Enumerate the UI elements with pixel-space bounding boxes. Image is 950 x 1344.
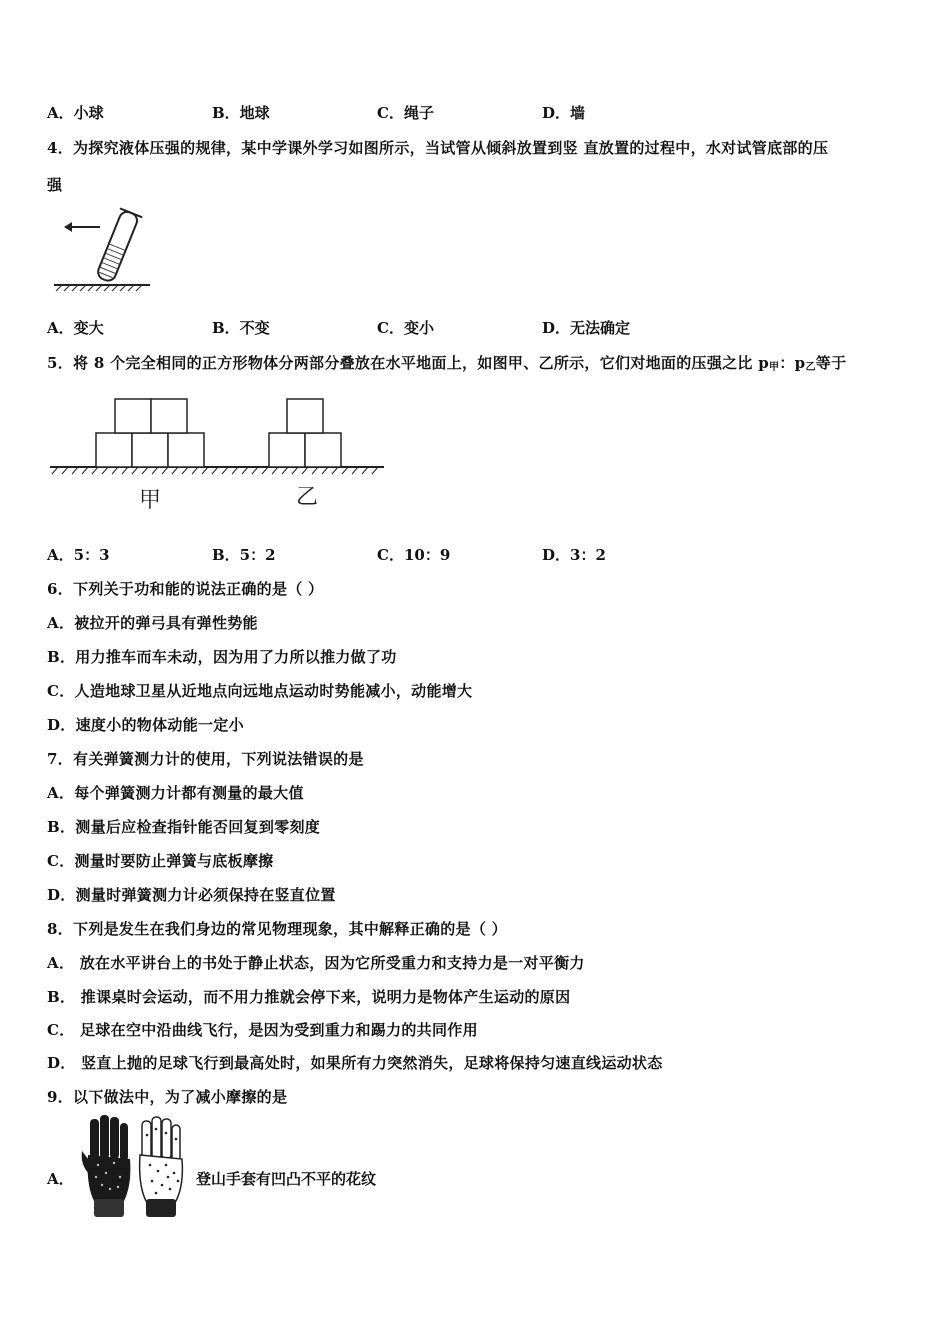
q7-option-d: D．测量时弹簧测力计必须保持在竖直位置 — [47, 886, 336, 904]
q5-sub-jia: 甲 — [769, 362, 780, 373]
q5-stem-text: 5．将 8 个完全相同的正方形物体分两部分叠放在水平地面上，如图甲、乙所示，它们对地面的压强之比 p — [47, 354, 770, 372]
q9-option-a-letter: A． — [47, 1170, 74, 1188]
q7-stem: 7．有关弹簧测力计的使用，下列说法错误的是 — [47, 750, 364, 768]
q4-option-d: D．无法确定 — [542, 319, 631, 337]
q5-stem-suffix: 等于 — [815, 354, 847, 372]
q4-stem-line1: 4．为探究液体压强的规律，某中学课外学习如图所示，当试管从倾斜放置到竖 直放置的过程中，水对试管底部的压 — [47, 139, 829, 157]
q5-option-a: A．5：3 — [47, 546, 110, 564]
blocks-figure — [48, 392, 388, 522]
q8-option-c: C． 足球在空中沿曲线飞行，是因为受到重力和踢力的共同作用 — [47, 1021, 478, 1039]
gloves-image — [80, 1115, 190, 1223]
q7-option-a: A．每个弹簧测力计都有测量的最大值 — [47, 784, 304, 802]
q7-option-c: C．测量时要防止弹簧与底板摩擦 — [47, 852, 274, 870]
q6-option-c: C．人造地球卫星从近地点向远地点运动时势能减小，动能增大 — [47, 682, 473, 700]
q5-stem — [47, 352, 846, 373]
q4-stem-line2: 强 — [47, 176, 63, 194]
q9-stem: 9．以下做法中，为了减小摩擦的是 — [47, 1088, 288, 1106]
test-tube-figure — [50, 205, 160, 297]
q6-stem: 6．下列关于功和能的说法正确的是（ ） — [47, 580, 324, 598]
q3-option-b: B．地球 — [212, 104, 270, 122]
q5-ratio-sep: ：p — [779, 354, 806, 372]
q4-option-c: C．变小 — [377, 319, 434, 337]
q8-option-b: B． 推课桌时会运动，而不用力推就会停下来，说明力是物体产生运动的原因 — [47, 988, 571, 1006]
figure-label-jia: 甲 — [138, 488, 162, 513]
q8-option-a: A． 放在水平讲台上的书处于静止状态，因为它所受重力和支持力是一对平衡力 — [47, 954, 585, 972]
q5-option-c: C．10：9 — [377, 546, 451, 564]
q3-option-c: C．绳子 — [377, 104, 434, 122]
q5-option-d: D．3：2 — [542, 546, 606, 564]
q8-option-d: D． 竖直上抛的足球飞行到最高处时，如果所有力突然消失，足球将保持匀速直线运动状态 — [47, 1054, 663, 1072]
q5-sub-yi: 乙 — [805, 362, 816, 373]
q6-option-a: A．被拉开的弹弓具有弹性势能 — [47, 614, 258, 632]
q4-option-b: B．不变 — [212, 319, 270, 337]
q6-option-d: D．速度小的物体动能一定小 — [47, 716, 244, 734]
q7-option-b: B．测量后应检查指针能否回复到零刻度 — [47, 818, 321, 836]
q8-stem: 8．下列是发生在我们身边的常见物理现象，其中解释正确的是（ ） — [47, 920, 507, 938]
q6-option-b: B．用力推车而车未动，因为用了力所以推力做了功 — [47, 648, 397, 666]
q3-option-d: D．墙 — [542, 104, 586, 122]
figure-label-yi: 乙 — [295, 485, 319, 510]
q3-option-a: A．小球 — [47, 104, 104, 122]
q9-option-a-text: 登山手套有凹凸不平的花纹 — [196, 1170, 377, 1188]
q4-option-a: A．变大 — [47, 319, 104, 337]
q5-option-b: B．5：2 — [212, 546, 276, 564]
